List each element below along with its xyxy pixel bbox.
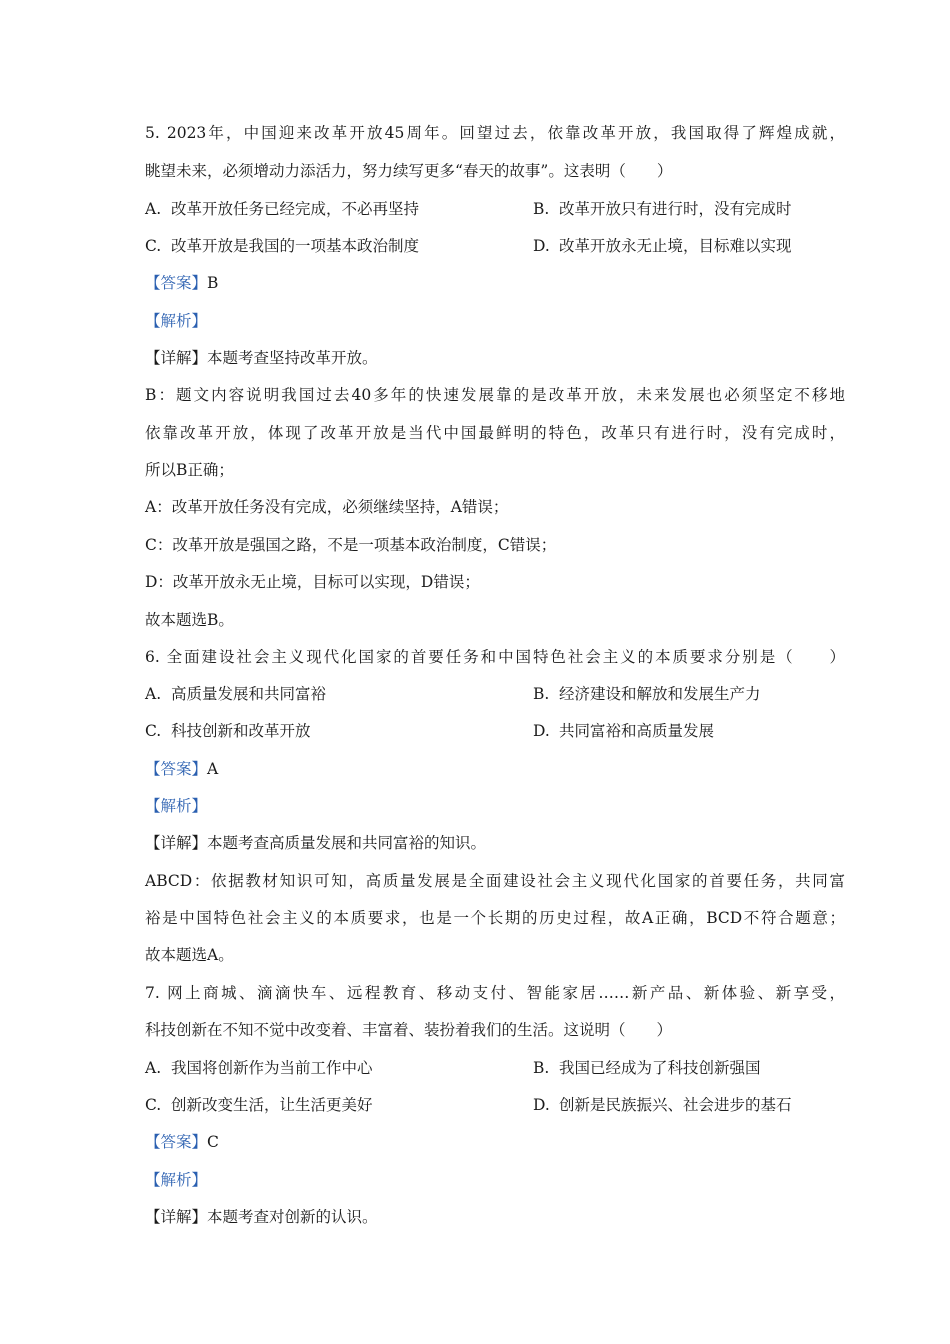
- question-5-detail: [145, 347, 845, 369]
- question-7-option-b: [533, 1057, 761, 1079]
- analysis-tag: 【解析】: [145, 797, 208, 815]
- detail-tag: 【详解】: [145, 834, 208, 852]
- option-letter: B.: [533, 200, 550, 218]
- question-6-explanation-line: 裕是中国特色社会主义的本质要求，也是一个长期的历史过程，故A正确，BCD不符合题意；: [145, 909, 845, 927]
- question-5-explanation-line: D：改革开放永无止境，目标可以实现，D错误；: [145, 573, 480, 591]
- question-7-option-c: [145, 1094, 373, 1116]
- question-5-explanation-line: B：题文内容说明我国过去40多年的快速发展靠的是改革开放，未来发展也必须坚定不移地: [145, 386, 845, 404]
- detail-intro: 本题考查对创新的认识。: [207, 1208, 378, 1226]
- question-6-answer: [145, 758, 845, 780]
- question-5-stem-line-2: 眺望未来，必须增动力添活力，努力续写更多“春天的故事”。这表明（ ）: [145, 162, 673, 180]
- option-letter: B.: [533, 685, 550, 703]
- option-letter: C.: [145, 722, 162, 740]
- answer-tag: 【答案】: [145, 274, 208, 292]
- question-6-explanation-line: 故本题选A。: [145, 946, 234, 964]
- question-6-option-a: [145, 683, 326, 705]
- question-7-detail: [145, 1206, 845, 1228]
- option-text: 经济建设和解放和发展生产力: [559, 685, 761, 703]
- question-7-option-a: [145, 1057, 373, 1079]
- question-5-stem-line-1: 5. 2023年，中国迎来改革开放45周年。回望过去，依靠改革开放，我国取得了辉煌成就，: [145, 124, 845, 142]
- answer-tag: 【答案】: [145, 1133, 208, 1151]
- question-6-analysis-tag: [145, 795, 845, 817]
- option-letter: C.: [145, 237, 162, 255]
- option-text: 改革开放是我国的一项基本政治制度: [171, 237, 420, 255]
- question-5-analysis-tag: [145, 310, 845, 332]
- question-5-explanation-line: 依靠改革开放，体现了改革开放是当代中国最鲜明的特色，改革只有进行时，没有完成时，: [145, 424, 845, 442]
- option-text: 科技创新和改革开放: [171, 722, 311, 740]
- option-letter: A.: [145, 1059, 162, 1077]
- question-5-option-c: [145, 235, 419, 257]
- option-letter: A.: [145, 200, 162, 218]
- option-letter: A.: [145, 685, 162, 703]
- detail-intro: 本题考查坚持改革开放。: [207, 349, 378, 367]
- option-text: 高质量发展和共同富裕: [171, 685, 327, 703]
- question-5-answer: [145, 272, 845, 294]
- question-7-stem-line-2: 科技创新在不知不觉中改变着、丰富着、装扮着我们的生活。这说明（ ）: [145, 1021, 673, 1039]
- option-text: 改革开放任务已经完成，不必再坚持: [171, 200, 420, 218]
- question-5-explanation-line: A：改革开放任务没有完成，必须继续坚持，A错误；: [145, 498, 509, 516]
- option-text: 创新改变生活，让生活更美好: [171, 1096, 373, 1114]
- answer-value: C: [207, 1133, 219, 1151]
- question-5-option-d: [533, 235, 792, 257]
- question-6-option-b: [533, 683, 761, 705]
- question-7-stem-line-1: 7. 网上商城、滴滴快车、远程教育、移动支付、智能家居……新产品、新体验、新享受，: [145, 984, 845, 1002]
- option-letter: D.: [533, 722, 550, 740]
- answer-tag: 【答案】: [145, 760, 208, 778]
- detail-intro: 本题考查高质量发展和共同富裕的知识。: [207, 834, 487, 852]
- option-text: 我国将创新作为当前工作中心: [171, 1059, 373, 1077]
- question-6-stem-line-1: 6. 全面建设社会主义现代化国家的首要任务和中国特色社会主义的本质要求分别是（ ）: [145, 648, 845, 666]
- answer-value: B: [207, 274, 219, 292]
- option-letter: D.: [533, 1096, 550, 1114]
- option-text: 改革开放永无止境，目标难以实现: [559, 237, 792, 255]
- analysis-tag: 【解析】: [145, 312, 208, 330]
- option-text: 共同富裕和高质量发展: [559, 722, 715, 740]
- question-7-analysis-tag: [145, 1169, 845, 1191]
- question-5-explanation-line: C：改革开放是强国之路，不是一项基本政治制度，C错误；: [145, 536, 557, 554]
- option-letter: C.: [145, 1096, 162, 1114]
- detail-tag: 【详解】: [145, 1208, 208, 1226]
- question-6-option-c: [145, 720, 311, 742]
- question-5-explanation-line: 故本题选B。: [145, 611, 234, 629]
- detail-tag: 【详解】: [145, 349, 208, 367]
- option-text: 我国已经成为了科技创新强国: [559, 1059, 761, 1077]
- question-7-answer: [145, 1131, 845, 1153]
- question-6-option-d: [533, 720, 714, 742]
- option-text: 创新是民族振兴、社会进步的基石: [559, 1096, 792, 1114]
- answer-value: A: [207, 760, 219, 778]
- question-7-option-d: [533, 1094, 792, 1116]
- question-5-option-a: [145, 198, 419, 220]
- question-6-detail: [145, 832, 845, 854]
- option-letter: B.: [533, 1059, 550, 1077]
- option-text: 改革开放只有进行时，没有完成时: [559, 200, 792, 218]
- analysis-tag: 【解析】: [145, 1171, 208, 1189]
- question-5-explanation-line: 所以B正确；: [145, 461, 234, 479]
- question-6-explanation-line: ABCD：依据教材知识可知，高质量发展是全面建设社会主义现代化国家的首要任务，共同富: [145, 872, 845, 890]
- option-letter: D.: [533, 237, 550, 255]
- question-5-option-b: [533, 198, 792, 220]
